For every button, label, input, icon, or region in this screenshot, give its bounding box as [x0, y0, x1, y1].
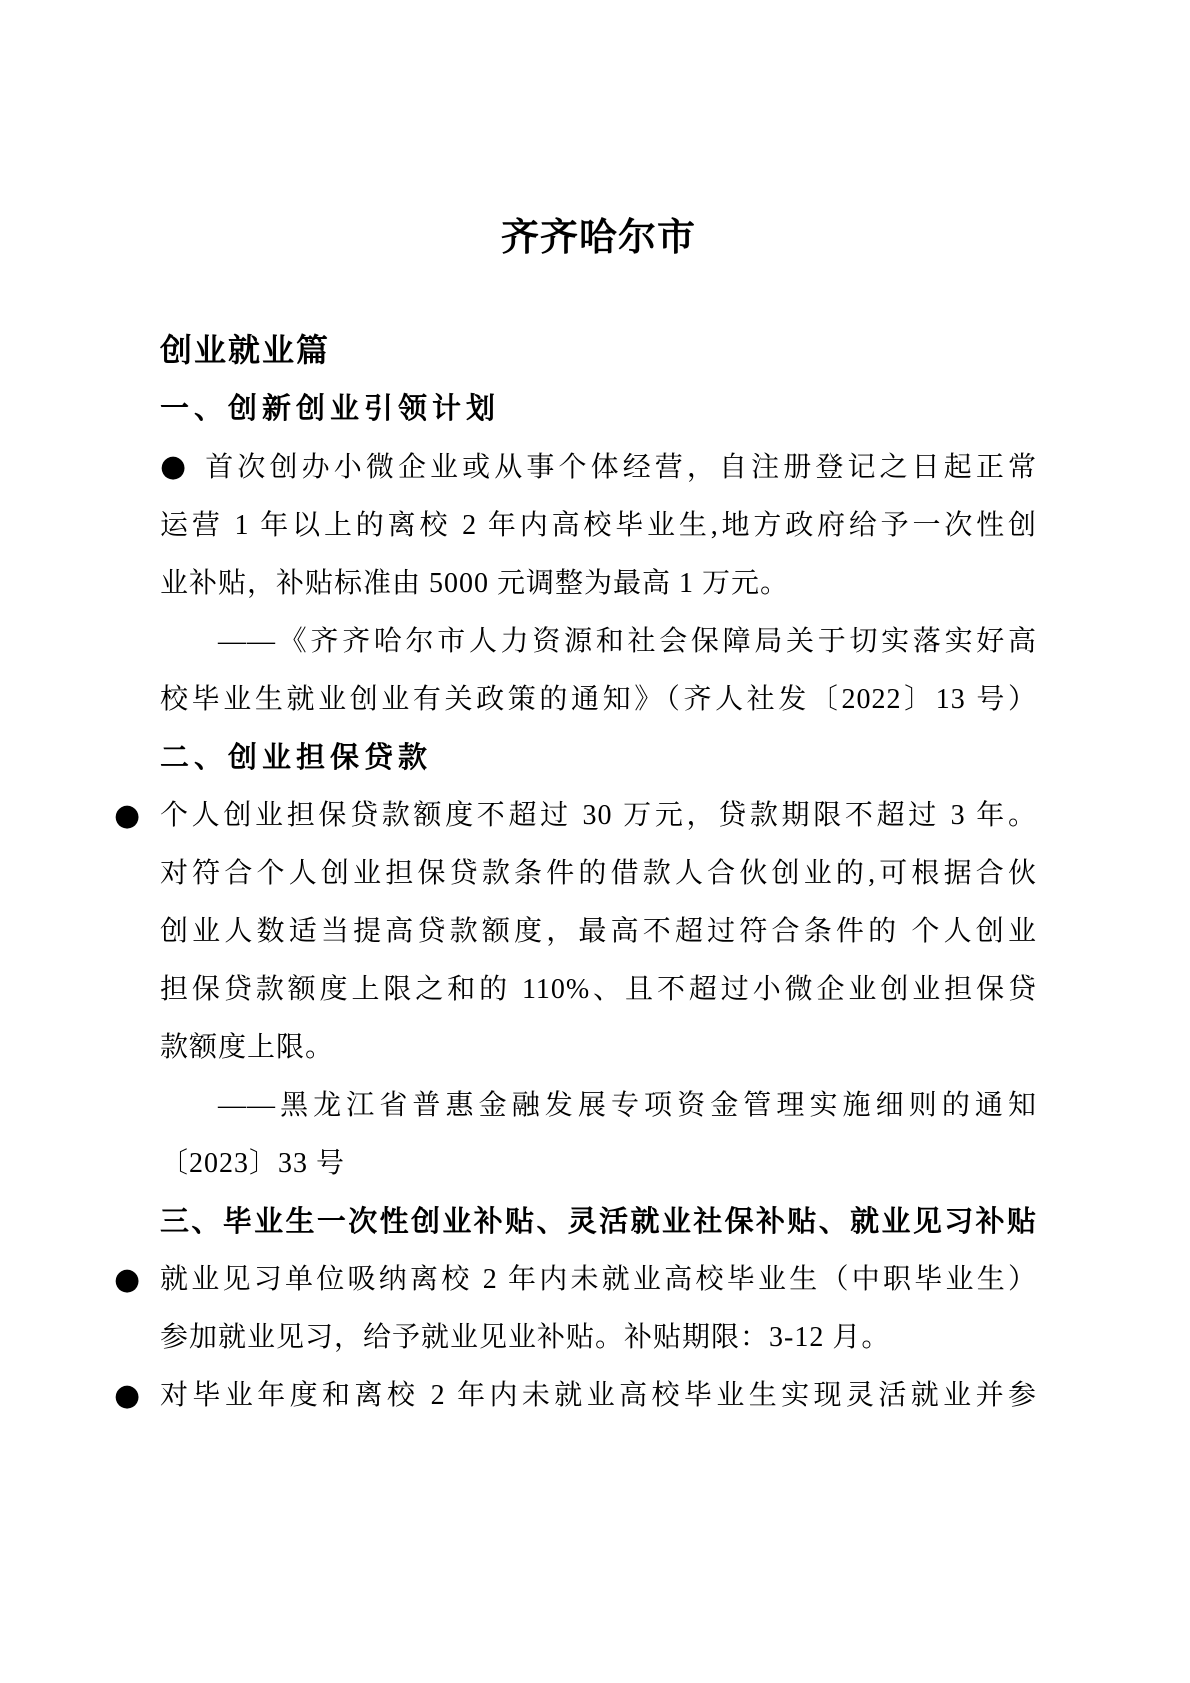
source-line: 校毕业生就业创业有关政策的通知》（齐人社发〔2022〕13 号）: [160, 684, 1037, 715]
section-3-bullet-2: [114, 1367, 1037, 1425]
document-body: [114, 380, 1037, 1425]
body-line-text: 就业见习单位吸纳离校 2 年内未就业高校毕业生（中职毕业生）: [160, 1264, 1037, 1295]
body-line-text: 首次创办小微企业或从事个体经营，自注册登记之日起正常: [205, 452, 1037, 483]
source-line: ——黑龙江省普惠金融发展专项资金管理实施细则的通知: [218, 1090, 1037, 1121]
source-line: ——《齐齐哈尔市人力资源和社会保障局关于切实落实好高: [218, 626, 1037, 657]
body-line: 参加就业见习，给予就业见业补贴。补贴期限：3-12 月。: [160, 1322, 891, 1353]
chapter-heading: 创业就业篇: [160, 332, 331, 368]
bullet-icon: ●: [114, 798, 141, 833]
body-line-text: 对毕业年度和离校 2 年内未就业高校毕业生实现灵活就业并参: [160, 1380, 1037, 1411]
page-content: [114, 0, 1037, 1425]
body-line: 业补贴，补贴标准由 5000 元调整为最高 1 万元。: [160, 568, 790, 599]
section-2-heading: 二、创业担保贷款: [160, 742, 433, 774]
body-line: 运营 1 年以上的离校 2 年内高校毕业生,地方政府给予一次性创: [160, 510, 1037, 541]
body-line: 创业人数适当提高贷款额度，最高不超过符合条件的 个人创业: [160, 916, 1037, 947]
bullet-icon: ●: [160, 449, 190, 484]
section-2-source: [160, 1077, 1037, 1193]
document-title: 齐齐哈尔市: [500, 217, 696, 259]
body-line: [114, 1251, 1037, 1309]
body-line: 对符合个人创业担保贷款条件的借款人合伙创业的,可根据合伙: [160, 858, 1037, 889]
body-line: [114, 787, 1037, 845]
body-line: 担保贷款额度上限之和的 110%、且不超过小微企业创业担保贷: [160, 974, 1037, 1005]
section-3-heading: 三、毕业生一次性创业补贴、灵活就业社保补贴、就业见习补贴: [160, 1206, 1037, 1238]
body-line-text: 个人创业担保贷款额度不超过 30 万元，贷款期限不超过 3 年。: [160, 800, 1037, 831]
section-3-bullet-1: [114, 1251, 1037, 1367]
section-1-heading: 一、创新创业引领计划: [160, 393, 501, 425]
body-line: 款额度上限。: [160, 1032, 335, 1063]
body-line: [160, 438, 1037, 497]
section-1-source: [160, 613, 1037, 729]
bullet-icon: ●: [114, 1378, 141, 1413]
source-line: 〔2023〕33 号: [160, 1148, 346, 1179]
body-line: [114, 1367, 1037, 1425]
bullet-icon: ●: [114, 1262, 141, 1297]
section-2-bullet-1: [114, 787, 1037, 1077]
section-1-bullet-1: [160, 438, 1037, 613]
